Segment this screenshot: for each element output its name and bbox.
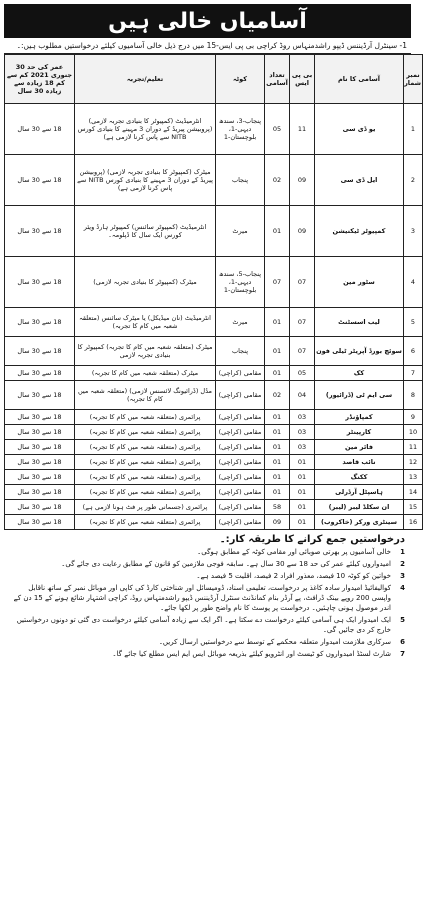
table-row: [5, 515, 423, 530]
table-row: [5, 257, 423, 308]
howto-list: [4, 547, 411, 659]
cell-bps: 01: [290, 515, 315, 530]
cell-sn: 3: [404, 206, 423, 257]
cell-sn: 9: [404, 410, 423, 425]
cell-count: 01: [265, 410, 290, 425]
cell-edu: انٹرمیڈیٹ (کمپیوٹر کا بنیادی تجربہ لازمی) (پروبیشن پیریڈ کے دوران 3 مہینے کا بنیادی کورس NITB سے پاس کرنا لازمی ہے): [75, 104, 216, 155]
cell-age: 18 سے 30 سال: [5, 155, 75, 206]
cell-bps: 07: [290, 308, 315, 337]
cell-edu: پرائمری (متعلقہ شعبہ میں کام کا تجربہ): [75, 410, 216, 425]
cell-name: کک: [315, 366, 404, 381]
cell-quota: میرٹ: [216, 308, 265, 337]
cell-quota: مقامی (کراچی): [216, 500, 265, 515]
cell-age: 18 سے 30 سال: [5, 308, 75, 337]
table-header-row: [5, 55, 423, 104]
cell-bps: 03: [290, 440, 315, 455]
cell-quota: مقامی (کراچی): [216, 440, 265, 455]
cell-quota: مقامی (کراچی): [216, 366, 265, 381]
cell-name: ککنگ: [315, 470, 404, 485]
cell-name: یو ڈی سی: [315, 104, 404, 155]
howto-text: خالی آسامیوں پر بھرتی صوبائی اور مقامی کوٹہ کے مطابق ہوگی۔: [197, 548, 391, 556]
table-row: [5, 104, 423, 155]
header-post-name: آسامی کا نام: [315, 55, 404, 104]
table-row: [5, 337, 423, 366]
header-serial: نمبر شمار: [404, 55, 423, 104]
cell-sn: 13: [404, 470, 423, 485]
cell-quota: پنجاب: [216, 155, 265, 206]
header-quota: کوٹہ: [216, 55, 265, 104]
cell-count: 58: [265, 500, 290, 515]
cell-sn: 2: [404, 155, 423, 206]
cell-count: 07: [265, 257, 290, 308]
cell-quota: میرٹ: [216, 206, 265, 257]
cell-name: ہاسپٹل آرڈرلی: [315, 485, 404, 500]
table-row: [5, 410, 423, 425]
table-row: [5, 155, 423, 206]
table-row: [5, 206, 423, 257]
cell-quota: پنجاب-3، سندھ دیہی-1، بلوچستان-1: [216, 104, 265, 155]
cell-age: 18 سے 30 سال: [5, 104, 75, 155]
howto-text: امیدواروں کیلئے عمر کی حد 18 سے 30 سال ہے۔ سابقہ فوجی ملازمین کو قانون کے مطابق رعایت دی جائے گی۔: [61, 560, 391, 568]
howto-item: [10, 583, 405, 613]
cell-edu: پرائمری (جسمانی طور پر فٹ ہونا لازمی ہے): [75, 500, 216, 515]
cell-count: 02: [265, 155, 290, 206]
cell-edu: میٹرک (متعلقہ شعبہ میں کام کا تجربہ) کمپیوٹر کا بنیادی تجربہ لازمی: [75, 337, 216, 366]
cell-age: 18 سے 30 سال: [5, 425, 75, 440]
cell-age: 18 سے 30 سال: [5, 381, 75, 410]
intro-text: 1- سینٹرل آرڈیننس ڈیپو راشدمنہاس روڈ کراچی بی پی ایس-15 میں درج ذیل خالی آسامیوں کیلئے درخواستیں مطلوب ہیں:۔: [4, 38, 411, 54]
howto-number: 5: [400, 616, 405, 624]
cell-bps: 11: [290, 104, 315, 155]
cell-name: نائب قاصد: [315, 455, 404, 470]
howto-number: 6: [400, 638, 405, 646]
table-row: [5, 308, 423, 337]
cell-age: 18 سے 30 سال: [5, 410, 75, 425]
cell-quota: مقامی (کراچی): [216, 470, 265, 485]
table-body: [5, 104, 423, 530]
howto-item: [10, 637, 405, 647]
cell-edu: میٹرک (کمپیوٹر کا بنیادی تجربہ لازمی): [75, 257, 216, 308]
cell-bps: 07: [290, 337, 315, 366]
howto-number: 2: [400, 560, 405, 568]
cell-bps: 03: [290, 425, 315, 440]
howto-number: 4: [400, 584, 405, 592]
cell-bps: 05: [290, 366, 315, 381]
cell-sn: 12: [404, 455, 423, 470]
cell-count: 01: [265, 366, 290, 381]
cell-age: 18 سے 30 سال: [5, 206, 75, 257]
howto-text: خواتین کو کوٹہ 10 فیصد، معذور افراد 2 فیصد، اقلیت 5 فیصد ہے۔: [196, 572, 391, 580]
howto-text: کوالیفائیڈ امیدوار سادہ کاغذ پر درخواست، تعلیمی اسناد، ڈومیسائل اور شناختی کارڈ کی کاپی اور موبائل نمبر کے ساتھ ناقابل واپسی 200 روپے بینک ڈرافٹ، پے آرڈر بنام کمانڈنٹ سنٹرل آرڈیننس ڈیپو راشدمنہاس روڈ، کراچی اشتہار شائع ہونے کے 15 دن کے اندر موصول ہونی چاہئیں۔ درخواست پر پوسٹ کا نام واضح طور پر لکھا جائے۔: [13, 584, 391, 612]
cell-sn: 10: [404, 425, 423, 440]
cell-quota: مقامی (کراچی): [216, 485, 265, 500]
cell-edu: پرائمری (متعلقہ شعبہ میں کام کا تجربہ): [75, 515, 216, 530]
cell-age: 18 سے 30 سال: [5, 455, 75, 470]
cell-sn: 8: [404, 381, 423, 410]
cell-age: 18 سے 30 سال: [5, 515, 75, 530]
howto-number: 3: [400, 572, 405, 580]
cell-bps: 01: [290, 500, 315, 515]
howto-text: شارٹ لسٹڈ امیدواروں کو ٹیسٹ اور انٹرویو کیلئے بذریعہ موبائل ایس ایم ایس مطلع کیا جائے گا۔: [112, 650, 391, 658]
table-row: [5, 500, 423, 515]
page-title: آسامیاں خالی ہیں: [4, 4, 411, 38]
cell-edu: مڈل (ڈرائیونگ لائسنس لازمی) (متعلقہ شعبہ میں کام کا تجربہ): [75, 381, 216, 410]
cell-bps: 09: [290, 206, 315, 257]
cell-age: 18 سے 30 سال: [5, 366, 75, 381]
vacancies-table: [4, 54, 423, 530]
job-advertisement: [4, 4, 421, 659]
cell-name: کارپینٹر: [315, 425, 404, 440]
cell-age: 18 سے 30 سال: [5, 500, 75, 515]
cell-name: سٹور مین: [315, 257, 404, 308]
cell-bps: 07: [290, 257, 315, 308]
header-age: عمر کی حد 30 جنوری 2021 کم سے کم 18 زیادہ سے زیادہ 30 سال: [5, 55, 75, 104]
cell-edu: پرائمری (متعلقہ شعبہ میں کام کا تجربہ): [75, 470, 216, 485]
cell-quota: پنجاب: [216, 337, 265, 366]
cell-sn: 7: [404, 366, 423, 381]
howto-item: [10, 547, 405, 557]
cell-name: سینٹری ورکر (خاکروب): [315, 515, 404, 530]
howto-item: [10, 559, 405, 569]
cell-sn: 1: [404, 104, 423, 155]
cell-bps: 01: [290, 485, 315, 500]
header-education: تعلیم/تجربہ: [75, 55, 216, 104]
header-count: تعداد آسامی: [265, 55, 290, 104]
howto-title: درخواستیں جمع کرانے کا طریقہ کار:۔: [219, 534, 405, 545]
header-bps: بی پی ایس: [290, 55, 315, 104]
cell-count: 01: [265, 485, 290, 500]
howto-item: [10, 615, 405, 635]
table-row: [5, 366, 423, 381]
cell-age: 18 سے 30 سال: [5, 257, 75, 308]
cell-name: فائر مین: [315, 440, 404, 455]
table-row: [5, 381, 423, 410]
cell-edu: پرائمری (متعلقہ شعبہ میں کام کا تجربہ): [75, 455, 216, 470]
cell-count: 09: [265, 515, 290, 530]
howto-item: [10, 571, 405, 581]
cell-count: 02: [265, 381, 290, 410]
table-row: [5, 455, 423, 470]
howto-item: [10, 649, 405, 659]
cell-quota: مقامی (کراچی): [216, 425, 265, 440]
cell-edu: انٹرمیڈیٹ (نان میڈیکل) یا میٹرک سائنس (متعلقہ شعبہ میں کام کا تجربہ): [75, 308, 216, 337]
cell-age: 18 سے 30 سال: [5, 485, 75, 500]
table-row: [5, 425, 423, 440]
cell-sn: 16: [404, 515, 423, 530]
table-row: [5, 440, 423, 455]
cell-quota: مقامی (کراچی): [216, 515, 265, 530]
cell-count: 01: [265, 455, 290, 470]
table-row: [5, 470, 423, 485]
cell-count: 01: [265, 308, 290, 337]
cell-count: 01: [265, 337, 290, 366]
cell-count: 01: [265, 206, 290, 257]
cell-bps: 01: [290, 470, 315, 485]
cell-edu: پرائمری (متعلقہ شعبہ میں کام کا تجربہ): [75, 485, 216, 500]
howto-text: ایک امیدوار ایک ہی آسامی کیلئے درخواست دے سکتا ہے۔ اگر ایک سے زیادہ آسامی کیلئے درخواست دی گئی تو دونوں درخواستیں خارج کر دی جائیں گی۔: [16, 616, 391, 634]
cell-edu: پرائمری (متعلقہ شعبہ میں کام کا تجربہ): [75, 425, 216, 440]
cell-count: 01: [265, 440, 290, 455]
table-row: [5, 485, 423, 500]
cell-sn: 5: [404, 308, 423, 337]
cell-sn: 14: [404, 485, 423, 500]
cell-sn: 4: [404, 257, 423, 308]
cell-quota: پنجاب-5، سندھ دیہی-1، بلوچستان-1: [216, 257, 265, 308]
cell-age: 18 سے 30 سال: [5, 470, 75, 485]
cell-edu: میٹرک (متعلقہ شعبہ میں کام کا تجربہ): [75, 366, 216, 381]
cell-sn: 15: [404, 500, 423, 515]
cell-count: 01: [265, 425, 290, 440]
cell-edu: پرائمری (متعلقہ شعبہ میں کام کا تجربہ): [75, 440, 216, 455]
cell-quota: مقامی (کراچی): [216, 381, 265, 410]
cell-age: 18 سے 30 سال: [5, 337, 75, 366]
cell-name: سوئچ بورڈ آپریٹر ٹیلی فون: [315, 337, 404, 366]
cell-edu: میٹرک (کمپیوٹر کا بنیادی تجربہ لازمی) (پروبیشن پیریڈ کے دوران 3 مہینے کا بنیادی کورس NITB سے پاس کرنا لازمی ہے): [75, 155, 216, 206]
cell-name: لیب اسسٹنٹ: [315, 308, 404, 337]
cell-count: 01: [265, 470, 290, 485]
cell-bps: 09: [290, 155, 315, 206]
cell-count: 05: [265, 104, 290, 155]
cell-sn: 6: [404, 337, 423, 366]
cell-sn: 11: [404, 440, 423, 455]
cell-bps: 03: [290, 410, 315, 425]
cell-bps: 04: [290, 381, 315, 410]
cell-edu: انٹرمیڈیٹ (کمپیوٹر سائنس) کمپیوٹر ہارڈ ویئر کورس ایک سال کا ڈپلومہ۔: [75, 206, 216, 257]
howto-number: 7: [400, 650, 405, 658]
cell-bps: 01: [290, 455, 315, 470]
cell-name: ان سکلڈ لیبر (لیبر): [315, 500, 404, 515]
cell-name: ایل ڈی سی: [315, 155, 404, 206]
cell-name: کمپاؤنڈر: [315, 410, 404, 425]
cell-age: 18 سے 30 سال: [5, 440, 75, 455]
howto-text: سرکاری ملازمت امیدوار متعلقہ محکمے کے توسط سے درخواستیں ارسال کریں۔: [158, 638, 391, 646]
cell-name: سی ایم ٹی (ڈرائیور): [315, 381, 404, 410]
howto-number: 1: [400, 548, 405, 556]
cell-quota: مقامی (کراچی): [216, 455, 265, 470]
cell-quota: مقامی (کراچی): [216, 410, 265, 425]
cell-name: کمپیوٹر ٹیکنیشن: [315, 206, 404, 257]
